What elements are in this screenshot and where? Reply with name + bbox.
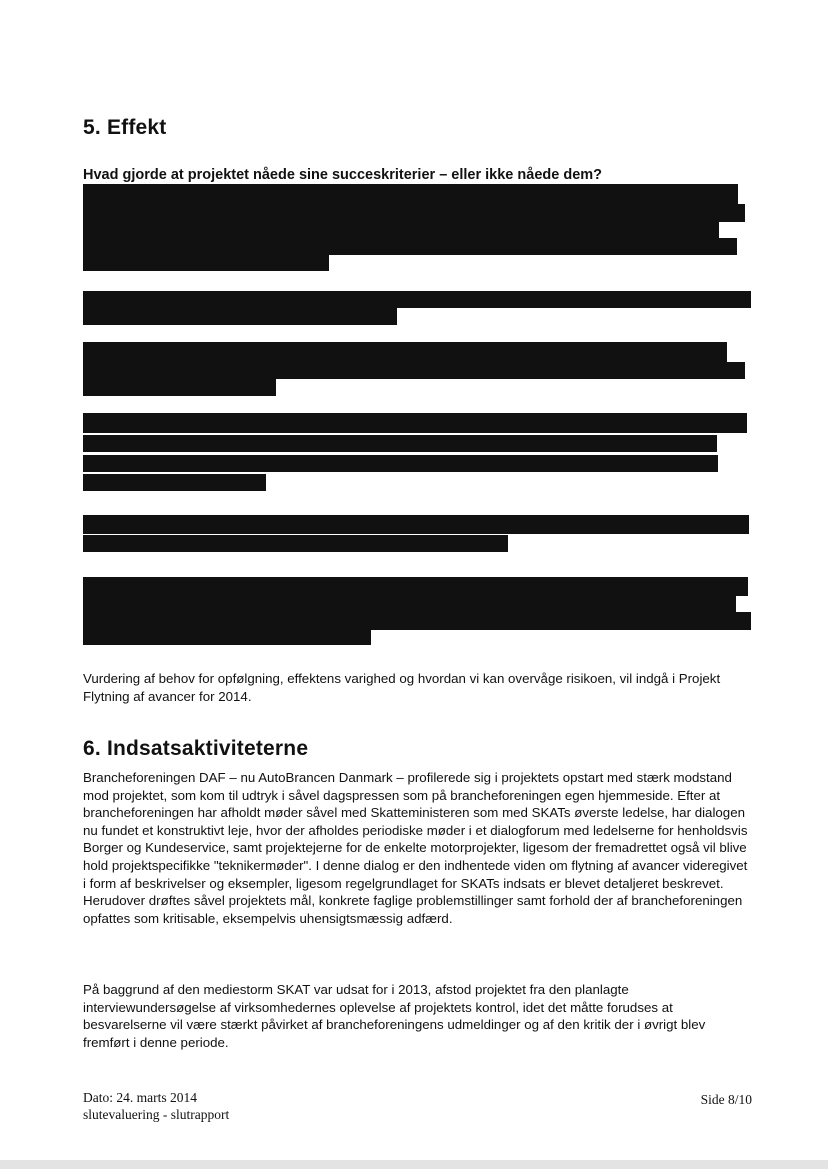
footer-document-name: slutevaluering - slutrapport (83, 1107, 230, 1122)
redaction-bar (83, 222, 719, 238)
footer-left (83, 1089, 229, 1123)
footer-page-number: Side 8/10 (700, 1092, 752, 1107)
section-6-paragraph-2: På baggrund af den mediestorm SKAT var udsat for i 2013, afstod projektet fra den planlagte interviewundersøgelse af virksomhedernes oplevelse af projektets kontrol, idet det måtte forudses at besvarelserne vil være stærkt påvirket af brancheforeningens udmeldinger og af den kritik der i øvrigt blev fremført i denne periode. (83, 982, 706, 1050)
redaction-bar (83, 413, 747, 433)
redaction-bar (83, 474, 266, 491)
section-5-question: Hvad gjorde at projektet nåede sine succeskriterier – eller ikke nåede dem? (83, 167, 603, 183)
redaction-bar (83, 435, 717, 452)
redaction-bar (83, 596, 736, 612)
section-5-heading: 5. Effekt (83, 116, 167, 139)
redaction-bar (83, 291, 751, 308)
redaction-bar (83, 204, 745, 222)
redaction-bar (83, 342, 727, 362)
redaction-bar (83, 308, 397, 325)
redaction-bar (83, 362, 745, 379)
redaction-bar (83, 515, 749, 534)
redaction-bar (83, 238, 737, 255)
section-5-followup-paragraph: Vurdering af behov for opfølgning, effektens varighed og hvordan vi kan overvåge risikoen, vil indgå i Projekt Flytning af avancer for 2014. (83, 671, 721, 704)
redaction-bar (83, 577, 748, 596)
redaction-bar (83, 630, 371, 645)
redaction-bar (83, 184, 738, 204)
scan-edge (0, 1160, 828, 1169)
redaction-bar (83, 535, 508, 552)
redaction-bar (83, 612, 751, 630)
redaction-bar (83, 255, 329, 271)
redaction-bar (83, 379, 276, 396)
redaction-bar (83, 455, 718, 472)
section-6-paragraph-1: Brancheforeningen DAF – nu AutoBrancen Danmark – profilerede sig i projektets opstart med stærk modstand mod projektet, som kom til udtryk i såvel dagspressen som på brancheforeningen egen hjemmeside. Efter at brancheforeningen har afholdt møder såvel med Skatteministeren som med SKATs øverste ledelse, har dialogen nu fundet et konstruktivt leje, hvor der afholdes periodiske møder i et dialogforum med ledelserne for henholdsvis Borger og Kundeservice, samt projektejerne for de enkelte motorprojekter, ligesom der fremadrettet også vil blive hold projektspecifikke "teknikermøder". I denne dialog er den indhentede viden om flytning af avancer videregivet i form af beskrivelser og eksempler, ligesom regelgrundlaget for SKATs indsats er blevet detaljeret beskrevet. Herudover drøftes såvel projektets mål, konkrete faglige problemstillinger samt forhold der af brancheforeningen opfattes som kritisable, eksempelvis uhensigtsmæssig adfærd. (83, 770, 748, 926)
section-6-heading: 6. Indsatsaktiviteterne (83, 737, 309, 760)
footer-date: Dato: 24. marts 2014 (83, 1090, 197, 1105)
